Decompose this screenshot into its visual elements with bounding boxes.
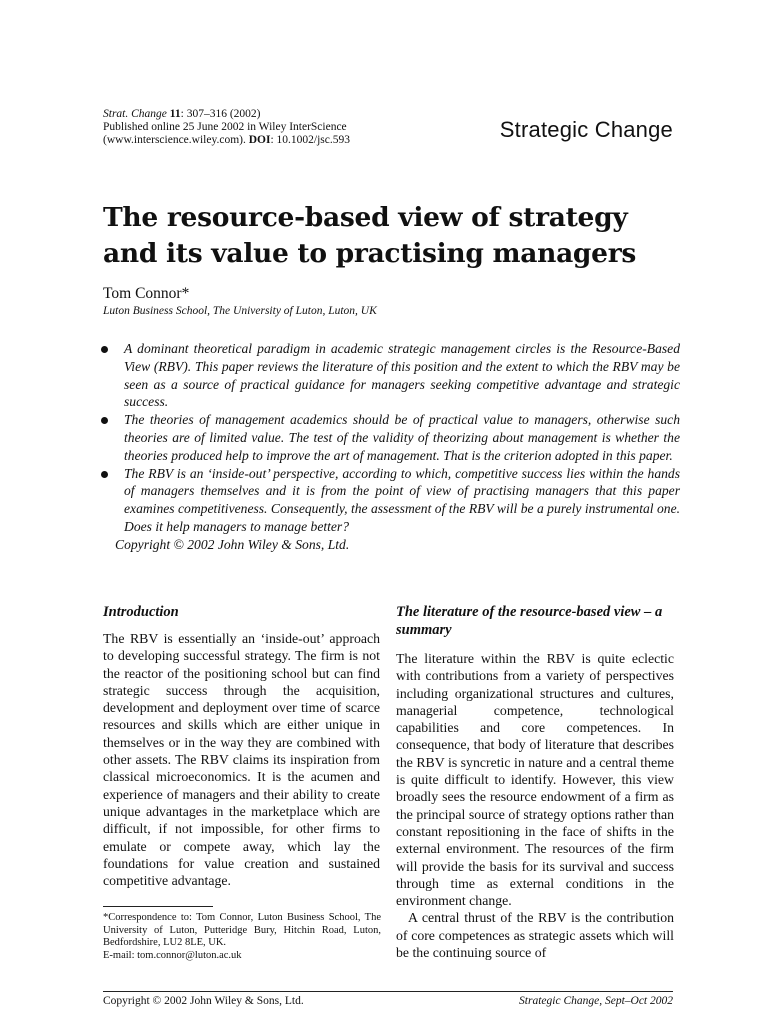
journal-brand: Strategic Change <box>499 117 673 142</box>
article-title: The resource-based view of strategy and its value to practising managers <box>103 202 637 269</box>
journal-abbrev: Strat. Change <box>103 108 167 120</box>
abstract-bullet-text: A dominant theoretical paradigm in academic strategic management circles is the Resource-Based View (RBV). This paper reviews the literature of this position and the extent to which the RBV may be seen as a source of practical guidance for managers seeking competitive advantage and strategic success. <box>124 341 680 410</box>
abstract-bullet <box>90 340 680 411</box>
pages-year: : 307–316 (2002) <box>180 108 261 120</box>
published-line: Published online 25 June 2002 in Wiley InterScience <box>103 121 347 133</box>
abstract-copyright: Copyright © 2002 John Wiley & Sons, Ltd. <box>115 536 350 552</box>
article-author: Tom Connor* <box>103 285 190 302</box>
citation-block <box>103 108 403 147</box>
volume: 11 <box>169 108 181 120</box>
abstract-bullet-text: The theories of management academics should be of practical value to managers, otherwise such theories are of limited value. The test of the validity of theorizing about management is whether the theories produced help to improve the art of management. That is the criterion adopted in this paper. <box>124 412 680 463</box>
abstract-bullet <box>90 465 680 536</box>
literature-heading: The literature of the resource-based view – a summary <box>396 604 663 638</box>
footer-copyright: Copyright © 2002 John Wiley & Sons, Ltd. <box>103 995 304 1007</box>
bullet-icon <box>101 346 108 353</box>
abstract <box>90 340 680 554</box>
introduction-paragraph: The RBV is essentially an ‘inside-out’ approach to developing successful strategy. The firm is not the reactor of the positioning school but can find strategic success through the acquisition, development and deployment over time of scarce resources and skills which are either unique in themselves or in the way they are combined with other assets. The RBV claims its inspiration from classical microeconomics. It is the acumen and experience of managers and their ability to create unique advantages in the marketplace which are difficult, if not impossible, for other firms to emulate or compete away, which lay the foundations for value creation and sustained competitive advantage. <box>103 631 380 889</box>
url-text[interactable]: (www.interscience.wiley.com). <box>103 134 246 146</box>
doi-label: DOI <box>248 134 271 146</box>
literature-paragraph-1: The literature within the RBV is quite eclectic with contributions from a variety of perspectives including organizational structures and cultures, managerial competence, technological capabilities and core competences. In consequence, that body of literature that describes the RBV is syncretic in nature and a central theme is quite difficult to identify. However, this view broadly sees the resource endowment of a firm as the principal source of strategy options rather than constant repositioning in the face of shifts in the external environment. The resources of the firm will provide the basis for its survival and success through time as external conditions in the environment change. <box>396 651 674 909</box>
footnote <box>103 912 381 962</box>
footer-journal-issue: Strategic Change, Sept–Oct 2002 <box>519 995 673 1007</box>
doi-value[interactable]: : 10.1002/jsc.593 <box>270 134 350 146</box>
bullet-icon <box>101 417 108 424</box>
footnote-rule <box>103 906 213 907</box>
abstract-bullet <box>90 411 680 464</box>
literature-body <box>396 650 674 961</box>
footnote-email[interactable]: E-mail: tom.connor@luton.ac.uk <box>103 949 242 961</box>
literature-paragraph-2: A central thrust of the RBV is the contribution of core competences as strategic assets which will be the continuing source of <box>396 910 674 961</box>
footnote-correspondence: *Correspondence to: Tom Connor, Luton Business School, The University of Luton, Putteridge Bury, Hitchin Road, Luton, Bedfordshire, LU2 8LE, UK. <box>103 912 381 949</box>
introduction-body <box>103 630 380 889</box>
abstract-bullet-text: The RBV is an ‘inside-out’ perspective, according to which, competitive success lies within the hands of managers themselves and it is from the point of view of practising managers that this paper examines competitiveness. Consequently, the assessment of the RBV will be a purely instrumental one. Does it help managers to manage better? <box>124 465 680 534</box>
citation-line-3 <box>103 134 403 147</box>
author-affiliation: Luton Business School, The University of Luton, Luton, UK <box>103 305 377 317</box>
bullet-icon <box>101 471 108 478</box>
introduction-heading: Introduction <box>103 604 179 620</box>
footer-rule <box>103 991 673 992</box>
citation-line-1 <box>103 108 403 121</box>
